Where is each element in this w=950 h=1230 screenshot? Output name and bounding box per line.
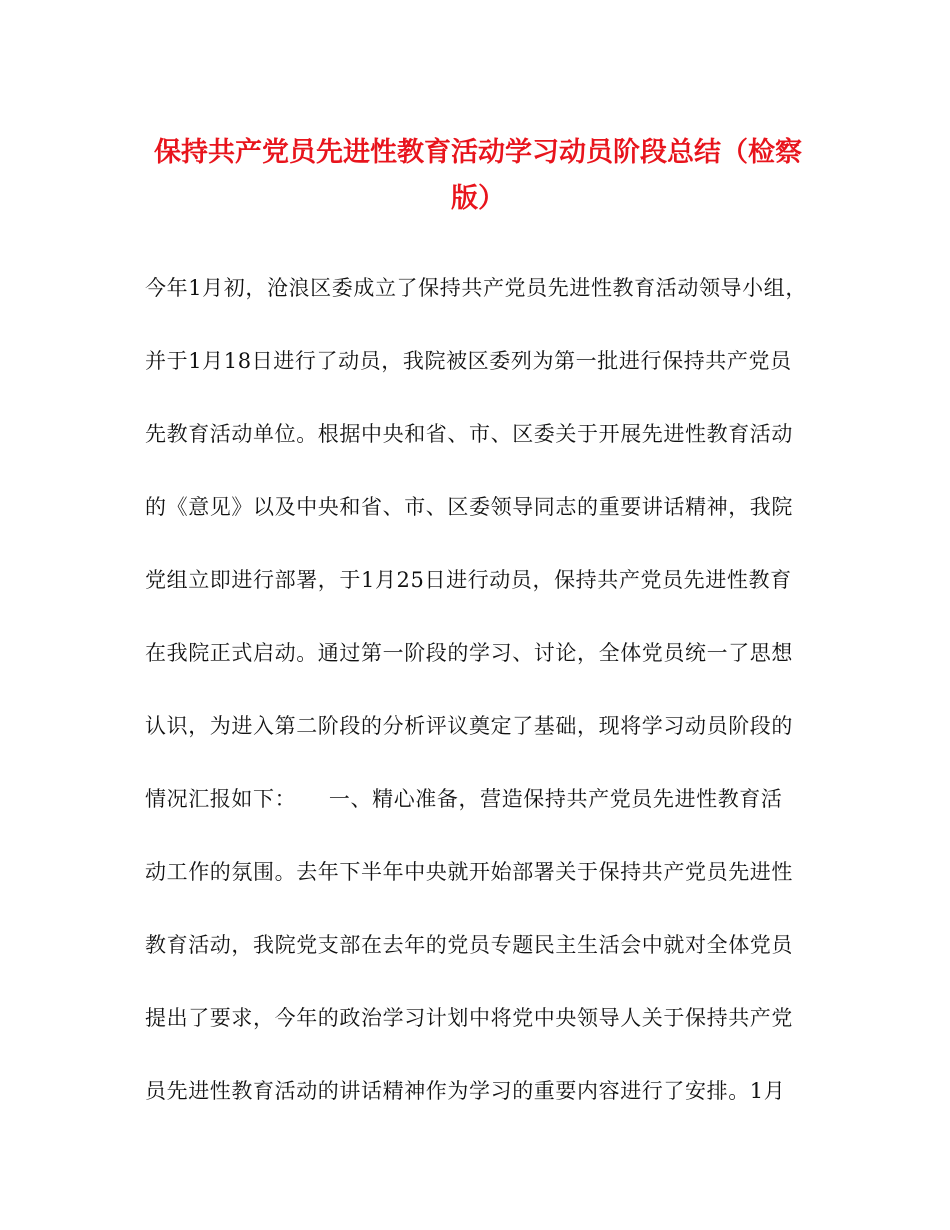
body-line: 先教育活动单位。根据中央和省、市、区委关于开展先进性教育活动 <box>145 422 793 446</box>
body-line: 情况汇报如下： 一、精心准备，营造保持共产党员先进性教育活 <box>145 787 783 811</box>
body-line: 动工作的氛围。去年下半年中央就开始部署关于保持共产党员先进性 <box>145 860 793 884</box>
body-line: 党组立即进行部署，于1月25日进行动员，保持共产党员先进性教育 <box>145 568 792 592</box>
body-line: 的《意见》以及中央和省、市、区委领导同志的重要讲话精神，我院 <box>145 495 793 519</box>
body-line: 在我院正式启动。通过第一阶段的学习、讨论，全体党员统一了思想 <box>145 641 793 665</box>
body-line: 提出了要求，今年的政治学习计划中将党中央领导人关于保持共产党 <box>145 1006 793 1030</box>
body-line: 并于1月18日进行了动员，我院被区委列为第一批进行保持共产党员 <box>145 349 792 373</box>
body-line: 认识，为进入第二阶段的分析评议奠定了基础，现将学习动员阶段的 <box>145 714 793 738</box>
body-line: 教育活动，我院党支部在去年的党员专题民主生活会中就对全体党员 <box>145 933 793 957</box>
body-line: 今年1月初，沧浪区委成立了保持共产党员先进性教育活动领导小组， <box>145 276 807 300</box>
document-title: 保持共产党员先进性教育活动学习动员阶段总结（检察版） <box>154 137 802 214</box>
document-body <box>145 268 815 1144</box>
body-line: 员先进性教育活动的讲话精神作为学习的重要内容进行了安排。1月 <box>145 1079 786 1103</box>
